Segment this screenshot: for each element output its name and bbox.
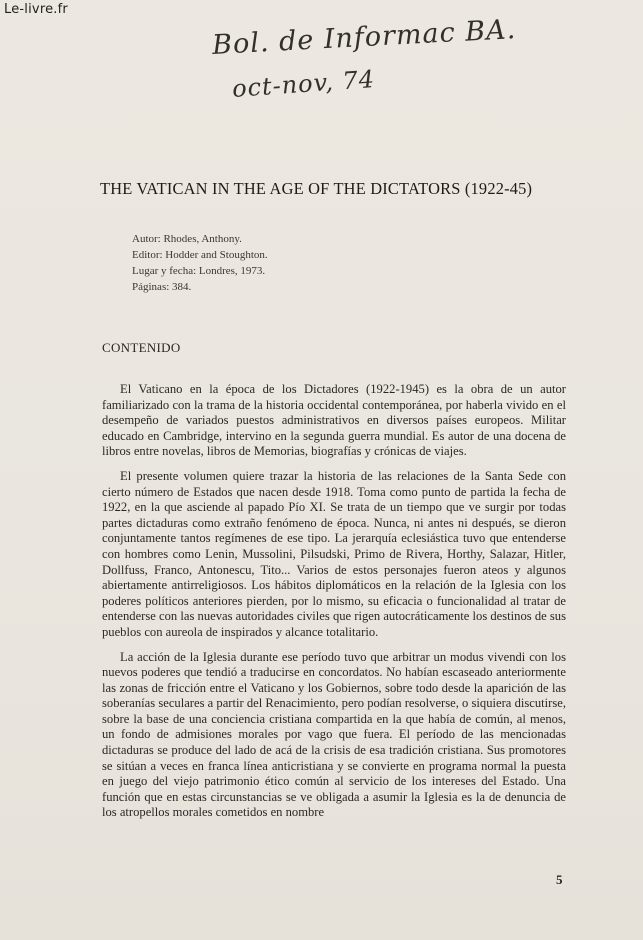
- section-heading: CONTENIDO: [102, 340, 181, 355]
- watermark: Le-livre.fr: [4, 2, 68, 17]
- meta-publisher: Editor: Hodder and Stoughton.: [132, 249, 268, 261]
- handwritten-note-line1: Bol. de Informac BA.: [211, 14, 517, 61]
- paragraph-1: El Vaticano en la época de los Dictadores (1922-1945) es la obra de un autor familiarizado con la trama de la historia occidental contemporánea, por haberla vivido en el desempeño de variados puestos administrativos en diversos países europeos. Militar educado en Cambridge, intervino en la segunda guerra mundial. Es autor de una docena de libros entre novelas, libros de Memorias, biografías y crónicas de viajes.: [102, 382, 566, 459]
- book-metadata: [132, 231, 268, 295]
- page-number: 5: [556, 872, 563, 887]
- handwritten-note-line2: oct-nov, 74: [231, 65, 376, 103]
- body-text: [102, 382, 566, 830]
- meta-pages: Páginas: 384.: [132, 281, 192, 293]
- meta-place-date: Lugar y fecha: Londres, 1973.: [132, 265, 266, 277]
- paragraph-3: La acción de la Iglesia durante ese período tuvo que arbitrar un modus vivendi con los nuevos poderes que tendió a traducirse en concordatos. No habían escaseado anteriormente las zonas de fricción entre el Vaticano y los Gobiernos, sobre todo desde la aparición de las soberanías seculares a partir del Renacimiento, pero podían resolverse, o siquiera discutirse, sobre la base de una conciencia cristiana compartida en la que había de común, al menos, un fondo de admisiones morales por vago que fuera. El período de las mencionadas dictaduras se produce del lado de acá de la crisis de esa tradición cristiana. Sus promotores se sitúan a veces en franca línea anticristiana y se convierte en programa normal la puesta en juego del viejo patrimonio ético común al servicio de los intereses del Estado. Una función que en estas circunstancias se ve obligada a asumir la Iglesia es la de denuncia de los atropellos morales cometidos en nombre: [102, 649, 566, 820]
- meta-author: Autor: Rhodes, Anthony.: [132, 233, 242, 245]
- book-title: THE VATICAN IN THE AGE OF THE DICTATORS (1922-45): [100, 179, 533, 198]
- paragraph-2: El presente volumen quiere trazar la historia de las relaciones de la Santa Sede con cierto número de Estados que nacen desde 1918. Toma como punto de partida la fecha de 1922, en la que asciende al papado Pío XI. Se trata de un tiempo que ve surgir por todas partes dictaduras como extraño fenómeno de época. Nunca, ni antes ni después, se dieron conjuntamente tantos regímenes de ese tipo. La jerarquía eclesiástica tuvo que entenderse con hombres como Lenin, Mussolini, Pilsudski, Primo de Rivera, Horthy, Salazar, Hitler, Dollfuss, Franco, Antonescu, Tito... Varios de estos personajes fueron ateos y algunos abiertamente antirreligiosos. Los hábitos diplomáticos en la relación de la Iglesia con los poderes políticos anteriores pierden, por lo mismo, su eficacia o funcionalidad al tratar de entenderse con las nuevas autoridades civiles que rigen autocráticamente los destinos de sus pueblos con aureola de inspirados y alcance totalitario.: [102, 468, 566, 639]
